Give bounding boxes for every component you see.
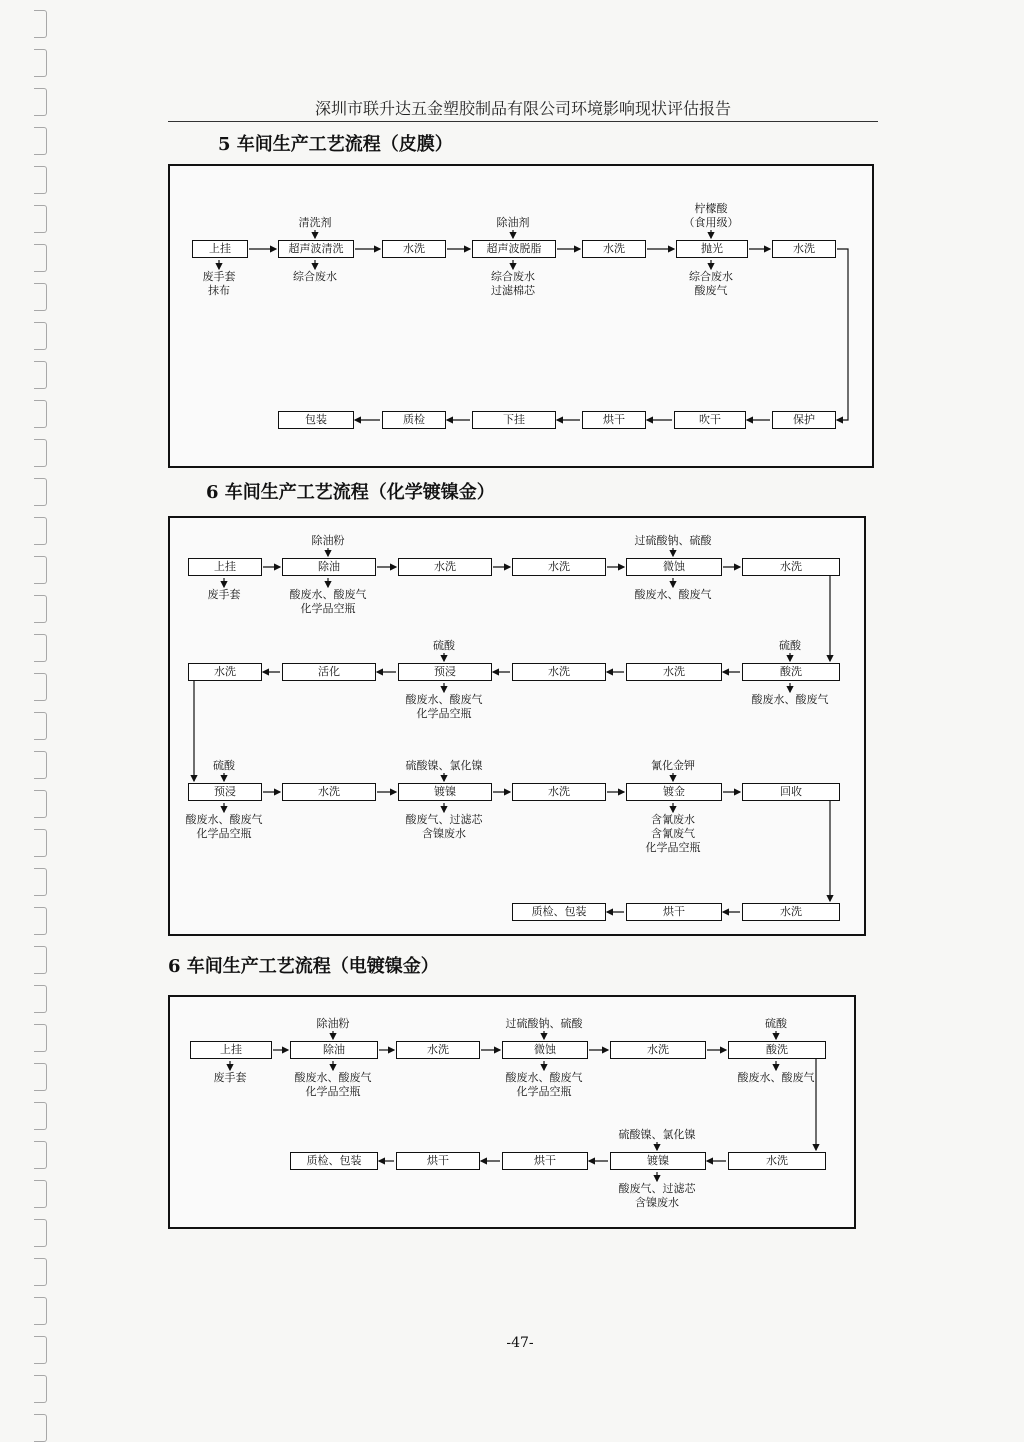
process-step: 水洗 (512, 663, 606, 681)
binding-hole (34, 751, 47, 779)
process-step: 超声波脱脂 (472, 240, 556, 258)
binding-hole (34, 1063, 47, 1091)
process-step: 保护 (772, 411, 836, 429)
process-step: 镀镍 (398, 783, 492, 801)
output-waste: 酸废水、酸废气 (737, 1071, 815, 1084)
binding-hole (34, 1258, 47, 1286)
input-material: 硫酸 (765, 1017, 787, 1030)
process-step: 质检、包装 (512, 903, 606, 921)
process-step: 水洗 (512, 783, 606, 801)
output-waste: 废手套 抹布 (202, 270, 236, 297)
binding-hole (34, 946, 47, 974)
input-material: 除油粉 (311, 534, 345, 547)
binding-hole (34, 673, 47, 701)
process-step: 微蚀 (502, 1041, 588, 1059)
input-material: 硫酸镍、氯化镍 (618, 1128, 696, 1141)
process-step: 抛光 (676, 240, 748, 258)
process-step: 质检、包装 (290, 1152, 378, 1170)
binding-hole (34, 868, 47, 896)
binding-hole (34, 595, 47, 623)
output-waste: 酸废水、酸废气 (751, 693, 829, 706)
process-step: 烘干 (626, 903, 722, 921)
binding-hole (34, 712, 47, 740)
binding-hole (34, 1024, 47, 1052)
output-waste: 综合废水 (293, 270, 337, 283)
input-material: 硫酸 (779, 639, 801, 652)
output-waste: 废手套 (207, 588, 241, 601)
input-material: 除油剂 (496, 216, 530, 229)
binding-hole (34, 1102, 47, 1130)
process-step: 镀镍 (610, 1152, 706, 1170)
input-material: 氰化金钾 (651, 759, 695, 772)
flow-arrows (170, 518, 864, 934)
process-step: 水洗 (512, 558, 606, 576)
process-step: 水洗 (610, 1041, 706, 1059)
binding-hole (34, 244, 47, 272)
output-waste: 酸废水、酸废气 化学品空瓶 (185, 813, 263, 840)
process-step: 微蚀 (626, 558, 722, 576)
header-divider (168, 121, 878, 122)
binding-hole (34, 634, 47, 662)
process-step: 水洗 (396, 1041, 480, 1059)
input-material: 过硫酸钠、硫酸 (634, 534, 712, 547)
output-waste: 含氰废水 含氰废气 化学品空瓶 (645, 813, 701, 854)
process-step: 上挂 (188, 558, 262, 576)
input-material: 硫酸 (213, 759, 235, 772)
process-step: 预浸 (188, 783, 262, 801)
process-step: 酸洗 (728, 1041, 826, 1059)
output-waste: 废手套 (213, 1071, 247, 1084)
process-step: 水洗 (188, 663, 262, 681)
page-header: 深圳市联升达五金塑胶制品有限公司环境影响现状评估报告 (314, 99, 731, 118)
binding-hole (34, 1414, 47, 1442)
binding-hole (34, 88, 47, 116)
process-step: 水洗 (742, 903, 840, 921)
process-step: 水洗 (382, 240, 446, 258)
process-step: 烘干 (502, 1152, 588, 1170)
binding-hole (34, 322, 47, 350)
output-waste: 酸废气、过滤芯 含镍废水 (405, 813, 483, 840)
binding-hole (34, 400, 47, 428)
flowchart-electroplating (168, 995, 856, 1229)
input-material: 过硫酸钠、硫酸 (505, 1017, 583, 1030)
process-step: 预浸 (398, 663, 492, 681)
binding-hole (34, 127, 47, 155)
output-waste: 酸废水、酸废气 化学品空瓶 (405, 693, 483, 720)
process-step: 水洗 (282, 783, 376, 801)
binding-hole (34, 790, 47, 818)
process-step: 超声波清洗 (278, 240, 354, 258)
binding-hole (34, 829, 47, 857)
process-step: 包装 (278, 411, 354, 429)
process-step: 除油 (290, 1041, 378, 1059)
process-step: 烘干 (396, 1152, 480, 1170)
process-step: 活化 (282, 663, 376, 681)
process-step: 下挂 (472, 411, 556, 429)
output-waste: 酸废水、酸废气 化学品空瓶 (294, 1071, 372, 1098)
binding-hole (34, 1336, 47, 1364)
page-number: -47- (506, 1335, 534, 1351)
input-material: 硫酸 (433, 639, 455, 652)
binding-hole (34, 1375, 47, 1403)
output-waste: 综合废水 酸废气 (689, 270, 733, 297)
process-step: 水洗 (728, 1152, 826, 1170)
binding-hole (34, 439, 47, 467)
input-material: 除油粉 (316, 1017, 350, 1030)
process-step: 水洗 (582, 240, 646, 258)
section-title-leather-film: 5 车间生产工艺流程（皮膜） (218, 134, 453, 155)
input-material: 柠檬酸 （食用级） (683, 202, 739, 229)
binding-hole (34, 517, 47, 545)
input-material: 清洗剂 (298, 216, 332, 229)
binding-hole (34, 907, 47, 935)
process-step: 水洗 (626, 663, 722, 681)
output-waste: 酸废水、酸废气 (634, 588, 712, 601)
process-step: 烘干 (582, 411, 646, 429)
output-waste: 酸废气、过滤芯 含镍废水 (618, 1182, 696, 1209)
process-step: 除油 (282, 558, 376, 576)
output-waste: 综合废水 过滤棉芯 (491, 270, 535, 297)
process-step: 水洗 (398, 558, 492, 576)
process-step: 上挂 (192, 240, 248, 258)
section-title-chemical-plating: 6 车间生产工艺流程（化学镀镍金） (206, 482, 495, 503)
binding-hole (34, 361, 47, 389)
output-waste: 酸废水、酸废气 化学品空瓶 (289, 588, 367, 615)
binding-hole (34, 49, 47, 77)
binding-hole (34, 1180, 47, 1208)
process-step: 酸洗 (742, 663, 840, 681)
section-title-electroplating: 6 车间生产工艺流程（电镀镍金） (168, 956, 439, 977)
binding-hole (34, 10, 47, 38)
process-step: 质检 (382, 411, 446, 429)
output-waste: 酸废水、酸废气 化学品空瓶 (505, 1071, 583, 1098)
flow-arrow (837, 249, 848, 420)
process-step: 吹干 (674, 411, 746, 429)
process-step: 镀金 (626, 783, 722, 801)
process-step: 上挂 (190, 1041, 272, 1059)
binding-hole (34, 1219, 47, 1247)
process-step: 回收 (742, 783, 840, 801)
process-step: 水洗 (772, 240, 836, 258)
process-step: 水洗 (742, 558, 840, 576)
flow-arrows (170, 997, 854, 1227)
flowchart-leather-film (168, 164, 874, 468)
binding-hole (34, 1141, 47, 1169)
binding-hole (34, 556, 47, 584)
flowchart-chemical-plating (168, 516, 866, 936)
binding-hole (34, 205, 47, 233)
binding-hole (34, 478, 47, 506)
binding-hole (34, 985, 47, 1013)
binding-hole (34, 283, 47, 311)
input-material: 硫酸镍、氯化镍 (405, 759, 483, 772)
binding-hole (34, 1297, 47, 1325)
binding-hole (34, 166, 47, 194)
